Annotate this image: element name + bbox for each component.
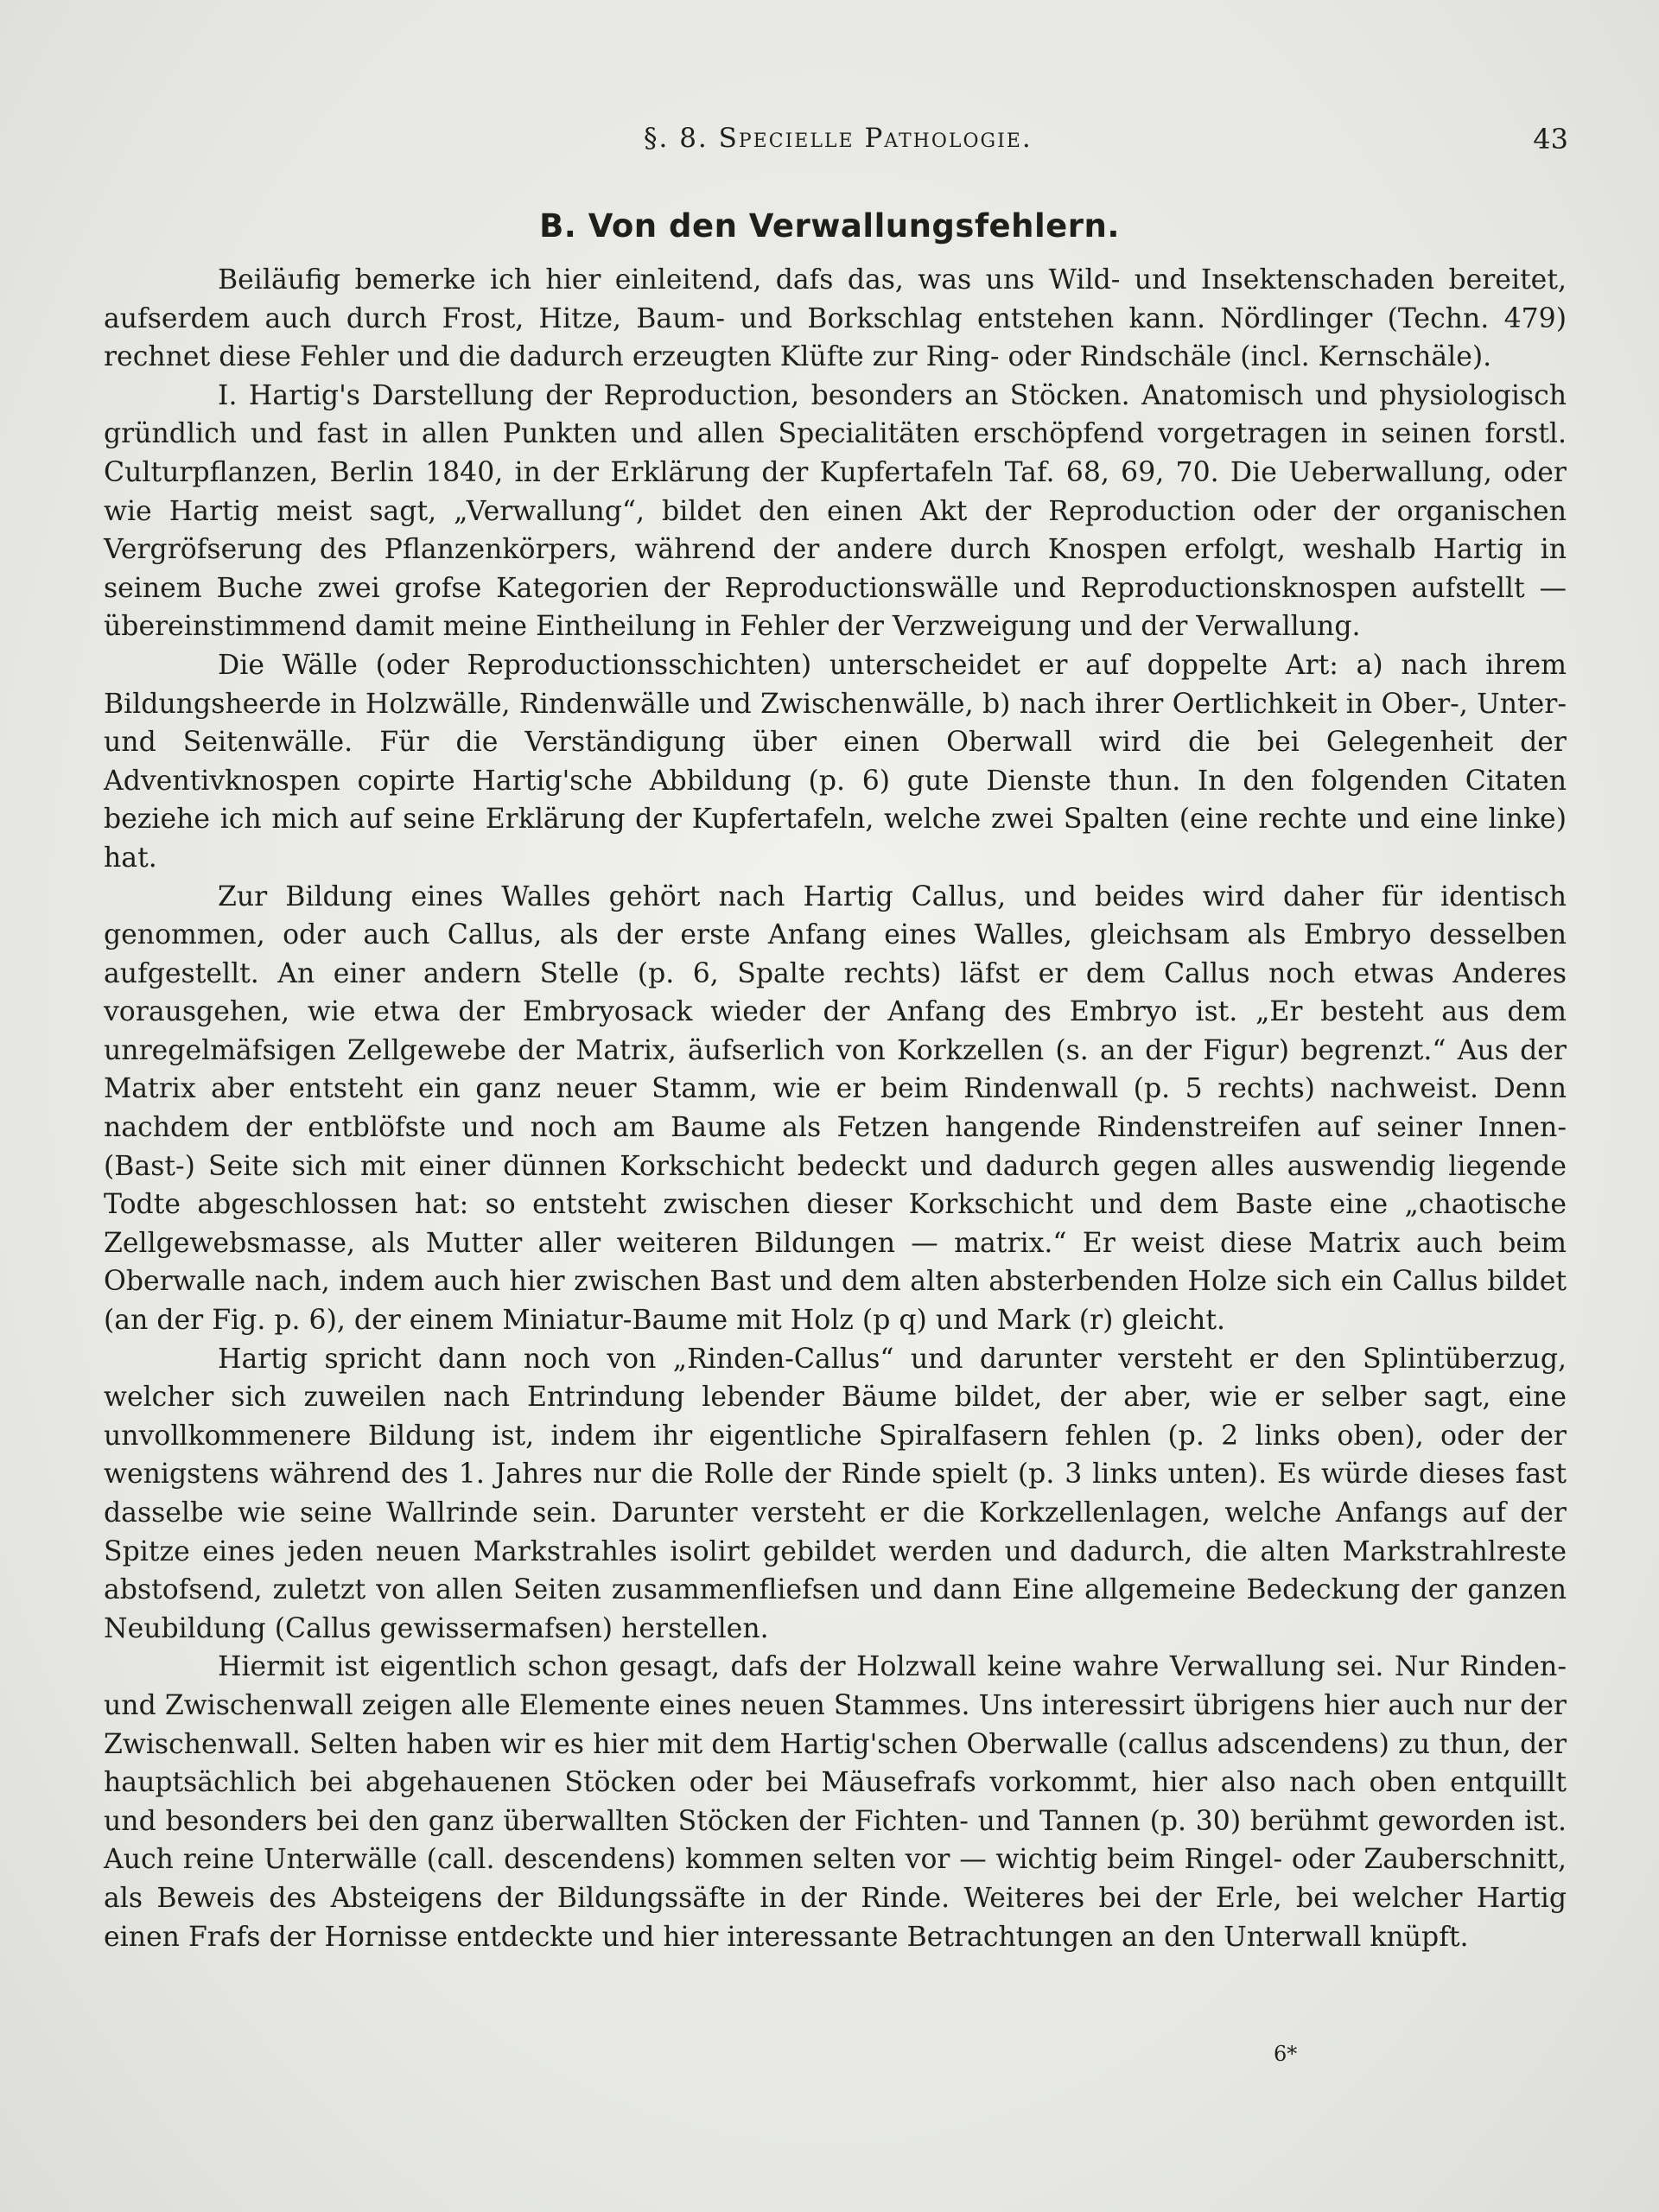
running-head <box>0 123 1659 161</box>
paragraph-6: Hiermit ist eigentlich schon gesagt, dafs der Holzwall keine wahre Verwallung sei. Nur Rinden- und Zwischenwall zeigen alle Elemente eines neuen Stammes. Uns interessirt übrigens hier auch nur der Zwischenwall. Selten haben wir es hier mit dem Hartig'schen Oberwalle (callus adscendens) zu thun, der hauptsächlich bei abgehauenen Stöcken oder bei Mäusefrafs vorkommt, hier also nach oben entquillt und besonders bei den ganz überwallten Stöcken der Fichten- und Tannen (p. 30) berühmt geworden ist. Auch reine Unterwälle (call. descendens) kommen selten vor — wichtig beim Ringel- oder Zauberschnitt, als Beweis des Absteigens der Bildungssäfte in der Rinde. Weiteres bei der Erle, bei welcher Hartig einen Frafs der Hornisse entdeckte und hier interessante Betrachtungen an den Unterwall knüpft. <box>104 1651 1567 1953</box>
section-heading: B. Von den Verwallungsfehlern. <box>539 207 1120 245</box>
paragraph-5: Hartig spricht dann noch von „Rinden-Callus“ und darunter versteht er den Splintüberzug, welcher sich zuweilen nach Entrindung lebender Bäume bildet, der aber, wie er selber sagt, eine unvollkommenere Bildung ist, indem ihr eigentliche Spiralfasern fehlen (p. 2 links oben), oder der wenigstens während des 1. Jahres nur die Rolle der Rinde spielt (p. 3 links unten). Es würde dieses fast dasselbe wie seine Wallrinde sein. Darunter versteht er die Korkzellenlagen, welche Anfangs auf der Spitze eines jeden neuen Markstrahles isolirt gebildet werden und dadurch, die alten Markstrahlreste abstofsend, zuletzt von allen Seiten zusammenfliefsen und dann Eine allgemeine Bedeckung der ganzen Neubildung (Callus gewissermafsen) herstellen. <box>104 1343 1567 1644</box>
page-number: 43 <box>1533 123 1568 156</box>
running-head-title: §. 8. Specielle Pathologie. <box>644 123 1033 154</box>
paragraph-1: Beiläufig bemerke ich hier einleitend, dafs das, was uns Wild- und Insektenschaden bereitet, aufserdem auch durch Frost, Hitze, Baum- und Borkschlag entstehen kann. Nördlinger (Techn. 479) rechnet diese Fehler und die dadurch erzeugten Klüfte zur Ring- oder Rindschäle (incl. Kernschäle). <box>104 264 1567 373</box>
paragraph-4: Zur Bildung eines Walles gehört nach Hartig Callus, und beides wird daher für identisch genommen, oder auch Callus, als der erste Anfang eines Walles, gleichsam als Embryo desselben aufgestellt. An einer andern Stelle (p. 6, Spalte rechts) läfst er dem Callus noch etwas Anderes vorausgehen, wie etwa der Embryosack wieder der Anfang des Embryo ist. „Er besteht aus dem unregelmäfsigen Zellgewebe der Matrix, äufserlich von Korkzellen (s. an der Figur) begrenzt.“ Aus der Matrix aber entsteht ein ganz neuer Stamm, wie er beim Rindenwall (p. 5 rechts) nachweist. Denn nachdem der entblöfste und noch am Baume als Fetzen hangende Rindenstreifen auf seiner Innen- (Bast-) Seite sich mit einer dünnen Korkschicht bedeckt und dadurch gegen alles auswendig liegende Todte abgeschlossen hat: so entsteht zwischen dieser Korkschicht und dem Baste eine „chaotische Zellgewebsmasse, als Mutter aller weiteren Bildungen — matrix.“ Er weist diese Matrix auch beim Oberwalle nach, indem auch hier zwischen Bast und dem alten absterbenden Holze sich ein Callus bildet (an der Fig. p. 6), der einem Miniatur-Baume mit Holz (p q) und Mark (r) gleicht. <box>104 880 1567 1337</box>
body-text <box>104 261 1567 1956</box>
paragraph-2: I. Hartig's Darstellung der Reproduction, besonders an Stöcken. Anatomisch und physiologisch gründlich und fast in allen Punkten und allen Specialitäten erschöpfend vorgetragen in seinen forstl. Culturpflanzen, Berlin 1840, in der Erklärung der Kupfertafeln Taf. 68, 69, 70. Die Ueberwallung, oder wie Hartig meist sagt, „Verwallung“, bildet den einen Akt der Reproduction oder der organischen Vergröfserung des Pflanzenkörpers, während der andere durch Knospen erfolgt, weshalb Hartig in seinem Buche zwei grofse Kategorien der Reproductionswälle und Reproductionsknospen aufstellt — übereinstimmend damit meine Eintheilung in Fehler der Verzweigung und der Verwallung. <box>104 379 1567 643</box>
printer-signature: 6* <box>1274 2042 1298 2066</box>
paragraph-3: Die Wälle (oder Reproductionsschichten) unterscheidet er auf doppelte Art: a) nach ihrem Bildungsheerde in Holzwälle, Rindenwälle und Zwischenwälle, b) nach ihrer Oertlichkeit in Ober-, Unter- und Seitenwälle. Für die Verständigung über einen Oberwall wird die bei Gelegenheit der Adventivknospen copirte Hartig'sche Abbildung (p. 6) gute Dienste thun. In den folgenden Citaten beziehe ich mich auf seine Erklärung der Kupfertafeln, welche zwei Spalten (eine rechte und eine linke) hat. <box>104 649 1567 874</box>
